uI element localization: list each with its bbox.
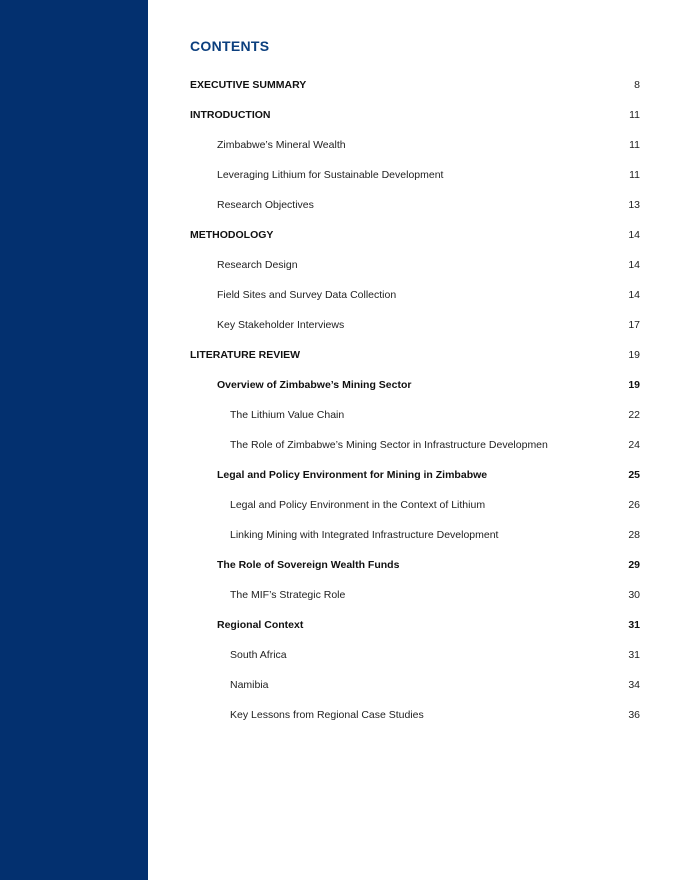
toc-entry[interactable] [190, 675, 640, 705]
toc-entry[interactable] [190, 345, 640, 375]
toc-entry[interactable] [190, 225, 640, 255]
toc-page-number: 19 [628, 379, 640, 391]
toc-page-number: 26 [628, 499, 640, 511]
toc-entry-title: Key Stakeholder Interviews [217, 319, 345, 331]
toc-entry-title: Leveraging Lithium for Sustainable Development [217, 169, 444, 181]
toc-page-number: 11 [629, 109, 640, 121]
toc-page-number: 24 [628, 439, 640, 451]
toc-page-number: 31 [628, 619, 640, 631]
toc-entry-title: The Role of Zimbabwe’s Mining Sector in Infrastructure Developmen [230, 439, 548, 451]
toc-page-number: 19 [628, 349, 640, 361]
toc-entry[interactable] [190, 315, 640, 345]
toc-page-number: 14 [628, 229, 640, 241]
toc-page-number: 25 [628, 469, 640, 481]
toc-entry[interactable] [190, 255, 640, 285]
toc-entry[interactable] [190, 465, 640, 495]
toc-entry[interactable] [190, 195, 640, 225]
toc-page-number: 14 [628, 259, 640, 271]
toc-entry[interactable] [190, 75, 640, 105]
toc-page-number: 13 [628, 199, 640, 211]
toc-entry-title: Namibia [230, 679, 269, 691]
toc-page-number: 17 [628, 319, 640, 331]
toc-entry[interactable] [190, 285, 640, 315]
toc-entry-title: METHODOLOGY [190, 229, 274, 241]
toc-entry[interactable] [190, 615, 640, 645]
toc-page-number: 22 [628, 409, 640, 421]
toc-entry-title: South Africa [230, 649, 287, 661]
toc-entry-title: Linking Mining with Integrated Infrastructure Development [230, 529, 499, 541]
toc-entry[interactable] [190, 135, 640, 165]
toc-page-number: 11 [629, 169, 640, 181]
toc-entry[interactable] [190, 165, 640, 195]
toc-entry-title: LITERATURE REVIEW [190, 349, 301, 361]
toc-entry-title: Overview of Zimbabwe’s Mining Sector [217, 379, 412, 391]
toc-entry[interactable] [190, 705, 640, 735]
toc-page-number: 36 [628, 709, 640, 721]
toc-entry[interactable] [190, 405, 640, 435]
toc-entry-title: Regional Context [217, 619, 304, 631]
toc-entry-title: The Lithium Value Chain [230, 409, 345, 421]
toc-entry-title: Key Lessons from Regional Case Studies [230, 709, 424, 721]
table-of-contents [190, 75, 640, 735]
toc-entry[interactable] [190, 555, 640, 585]
toc-page-number: 29 [628, 559, 640, 571]
toc-page-number: 11 [629, 139, 640, 151]
toc-page-number: 34 [628, 679, 640, 691]
toc-entry-title: Research Objectives [217, 199, 314, 211]
toc-entry-title: Legal and Policy Environment for Mining in Zimbabwe [217, 469, 488, 481]
toc-page-number: 31 [628, 649, 640, 661]
toc-entry[interactable] [190, 105, 640, 135]
toc-entry[interactable] [190, 645, 640, 675]
toc-page-number: 14 [628, 289, 640, 301]
toc-entry-title: INTRODUCTION [190, 109, 271, 121]
toc-entry-title: Legal and Policy Environment in the Context of Lithium [230, 499, 486, 511]
contents-page [190, 0, 640, 880]
page-title: CONTENTS [190, 38, 270, 54]
toc-entry[interactable] [190, 495, 640, 525]
toc-page-number: 28 [628, 529, 640, 541]
toc-entry-title: The MIF’s Strategic Role [230, 589, 346, 601]
toc-entry-title: Research Design [217, 259, 298, 271]
toc-page-number: 30 [628, 589, 640, 601]
toc-entry[interactable] [190, 585, 640, 615]
sidebar-band [0, 0, 148, 880]
toc-entry-title: The Role of Sovereign Wealth Funds [217, 559, 400, 571]
toc-entry-title: Zimbabwe’s Mineral Wealth [217, 139, 346, 151]
toc-page-number: 8 [634, 79, 640, 91]
toc-entry[interactable] [190, 435, 640, 465]
toc-entry[interactable] [190, 375, 640, 405]
toc-entry-title: Field Sites and Survey Data Collection [217, 289, 397, 301]
toc-entry-title: EXECUTIVE SUMMARY [190, 79, 307, 91]
toc-entry[interactable] [190, 525, 640, 555]
